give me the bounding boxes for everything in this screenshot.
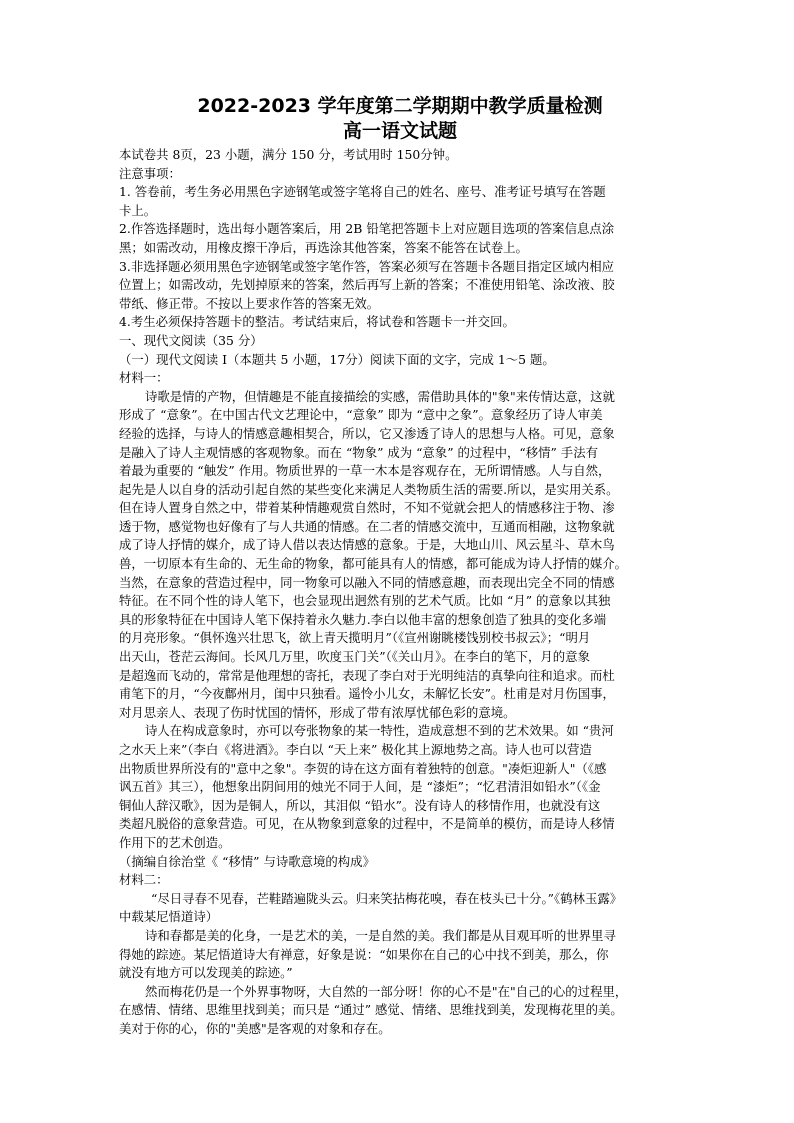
exam-subtitle: 高一语文试题 [342,120,457,142]
text-line: 形成了 “意象”。在中国古代文艺理论中，“意象” 即为 “意中之象”。意象经历了诗人审美 [119,407,603,423]
text-line: 位置上；如需改动，先划掉原来的答案，然后再写上新的答案；不准使用铅笔、涂改液、胶 [119,277,615,293]
text-line: 在感情、情绪、思维里找到美；而只是 “通过” 感觉、情绪、思维找到美，发现梅花里的美。 [119,1002,623,1018]
material1-source: （摘编自徐治堂《 “移情” 与诗歌意境的构成》 [119,853,375,869]
text-line: 中载某尼悟道诗） [119,909,219,925]
section-subheading: （一）现代文阅读 I（本题共 5 小题，17分）阅读下面的文字，完成 1～5 题。 [119,351,555,367]
text-line: 诗歌是情的产物，但情趣是不能直接描绘的实感，需借助具体的"象"来传情达意，这就 [145,388,615,404]
text-line: 经验的选择，与诗人的情感意趣相契合，所以，它又渗透了诗人的思想与人格。可见，意象 [119,425,615,441]
text-line: 是超逸而飞动的，常常是他理想的寄托，表现了李白对于光明纯洁的真挚向往和追求。而杜 [119,667,615,683]
text-line: 卡上。 [119,202,157,218]
material2-label: 材料二： [119,872,169,888]
text-line: 的月亮形象。“俱怀逸兴壮思飞，欲上青天揽明月”（《宣州谢眺楼饯别校书叔云》；“明月 [119,630,591,646]
text-line: 就没有地方可以发现美的踪迹。” [119,965,293,981]
text-line: 但在诗人置身自然之中，带着某种情趣观赏自然时，不知不觉就会把人的情感移注于物、渗 [119,500,615,516]
text-line: 讽五首》其三），他想象出阴间用的烛光不同于人间，是 “漆炬”；“忆君清泪如铅水”（《金 [119,779,601,795]
section-heading: 一、现代文阅读（35 分） [119,332,263,348]
text-line: 1. 答卷前，考生务必用黑色字迹钢笔或签字笔将自己的姓名、座号、准考证号填写在答题 [119,184,606,200]
material2-poem [119,890,681,927]
notes-list [119,183,681,332]
text-line: 具的形象特征在中国诗人笔下保持着永久魅力.李白以他丰富的想象创造了独具的变化多端 [119,611,607,627]
text-line: 作用下的艺术创造。 [119,834,231,850]
notes-heading: 注意事项： [119,165,181,181]
text-line: 诗和春都是美的化身，一是艺术的美，一是自然的美。我们都是从目观耳听的世界里寻 [145,927,616,943]
text-line: 对月思亲人、表现了伤时忧国的情怀，形成了带有浓厚忧郁色彩的意境。 [119,704,516,720]
text-line: 出天山，苍茫云海间。长风几万里，吹度玉门关”（《关山月》。在李白的笔下，月的意象 [119,649,590,665]
text-line: 特征。在不同个性的诗人笔下，也会显现出迥然有别的艺术气质。比如 “月” 的意象以其独 [119,593,611,609]
text-line: 美对于你的心，你的"美感"是客观的对象和存在。 [119,1020,391,1036]
text-line: “尽日寻春不见春，芒鞋踏遍陇头云。归来笑拈梅花嗅，春在枝头已十分。”《鹤林玉露》 [151,890,623,906]
text-line: 当然，在意象的营造过程中，同一物象可以融入不同的情感意趣，而表现出完全不同的情感 [119,574,615,590]
material2-paragraph-1 [119,927,681,983]
text-line: 铜仙人辞汉歌》，因为是铜人，所以，其泪似 “铅水”。没有诗人的移情作用，也就没有这 [119,797,601,813]
text-line: 3.非选择题必须用黑色字迹钢笔或签字笔作答，答案必须写在答题卡各题目指定区域内相应 [119,258,615,274]
text-line: 成了诗人抒情的媒介，成了诗人借以表达情感的意象。于是，大地山川、风云星斗、草木鸟 [119,537,615,553]
text-line: 类超凡脱俗的意象营造。可见，在从物象到意象的过程中，不是简单的模仿，而是诗人移情 [119,816,615,832]
text-line: 得她的踪迹。某尼悟道诗大有禅意，好象是说：“如果你在自己的心中找不到美，那么，你 [119,946,609,962]
text-line: 甫笔下的月，“今夜鄜州月，闺中只独看。遥怜小儿女，未解忆长安”。杜甫是对月伤国事， [119,686,615,702]
text-line: 兽，一切原本有生命的、无生命的物象，都可能具有人的情感，都可能成为诗人抒情的媒介。 [119,556,628,572]
text-line: 透于物，感觉物也好像有了与人共通的情感。在二者的情感交流中，互通而相融，这物象就 [119,518,615,534]
text-line: 出物质世界所没有的"意中之象"。李贺的诗在这方面有着独特的创意。"凑炬迎新人"（《感 [119,760,607,776]
material1-paragraph-1 [119,388,681,723]
text-line: 着最为重要的 “触发” 作用。物质世界的一草一木本是容观存在，无所谓情感。人与自然， [119,463,611,479]
text-line: 带纸、修正带。不按以上要求作答的答案无效。 [119,295,380,311]
text-line: 起先是人以自身的活动引起自然的某些变化来满足人类物质生活的需要.所以，是实用关系。 [119,481,619,497]
text-line: 黑；如需改动，用橡皮擦干净后，再选涂其他答案，答案不能答在试卷上。 [119,239,528,255]
material2-paragraph-2 [119,983,681,1039]
text-line: 诗人在构成意象时，亦可以夸张物象的某一特性，造成意想不到的艺术效果。如 “贵河 [145,723,614,739]
material1-paragraph-2 [119,722,681,852]
text-line: 之水天上来”（李白《将进酒》。李白以 “天上来” 极化其上源地势之高。诗人也可以营造 [119,742,592,757]
exam-page [119,94,681,1039]
text-line: 然而梅花仍是一个外界事物呀，大自然的一部分呀！你的心不是"在"自己的心的过程里， [145,983,628,999]
text-line: 是融入了诗人主观情感的客观物象。而在 “物象” 成为 “意象” 的过程中，“移情” 手法有 [119,444,598,460]
text-line: 2.作答选择题时，选出每小题答案后，用 2B 铅笔把答题卡上对应题目选项的答案信息点涂 [119,221,615,237]
material1-label: 材料一： [119,370,169,386]
text-line: 4.考生必须保持答题卡的整洁。考试结束后，将试卷和答题卡一并交回。 [119,314,515,330]
exam-intro: 本试卷共 8页，23 小题，满分 150 分，考试用时 150分钟。 [119,147,458,162]
exam-title: 2022-2023 学年度第二学期期中教学质量检测 [197,95,603,117]
